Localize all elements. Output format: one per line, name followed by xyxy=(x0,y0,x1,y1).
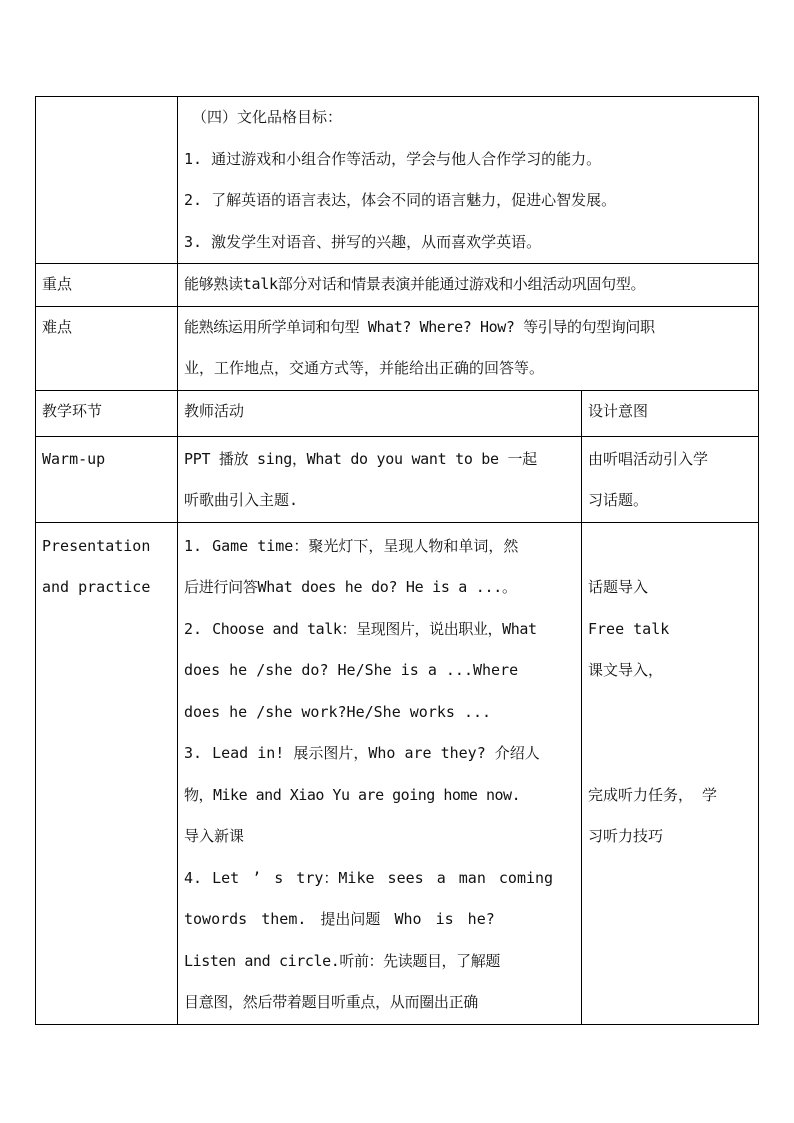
teacher-item-4-line-2: towords them. 提出问题 Who is he? xyxy=(184,910,495,928)
goals-row xyxy=(36,97,759,264)
teacher-item-3-num: 3. xyxy=(184,744,203,762)
teacher-item-4-line-4: 目意图，然后带着题目听重点，从而圈出正确 xyxy=(184,993,479,1011)
key-points-content: 能够熟读talk部分对话和情景表演并能通过游戏和小组活动巩固句型。 xyxy=(178,264,759,307)
difficulties-label: 难点 xyxy=(36,306,178,390)
teacher-item-2-num: 2. xyxy=(184,619,203,638)
difficulties-line-2: 业，工作地点，交通方式等，并能给出正确的回答等。 xyxy=(184,359,545,377)
header-teacher: 教师活动 xyxy=(178,390,582,436)
intent-line-listening-2: 习听力技巧 xyxy=(588,827,664,845)
difficulties-row xyxy=(36,306,759,390)
teacher-item-2-line-1: Choose and talk：呈现图片，说出职业，What xyxy=(212,619,537,638)
teacher-item-1-line-1: Game time：聚光灯下，呈现人物和单词，然 xyxy=(212,536,519,555)
difficulties-content xyxy=(178,306,759,390)
header-stage: 教学环节 xyxy=(36,390,178,436)
teacher-item-3-line-3: 导入新课 xyxy=(184,827,245,845)
teacher-item-2-line-2: does he /she do? He/She is a ...Where xyxy=(184,661,519,679)
teacher-item-3-line-2: 物，Mike and Xiao Yu are going home now. xyxy=(184,785,521,804)
warmup-intent-line-1: 由听唱活动引入学 xyxy=(588,449,709,468)
teacher-item-3 xyxy=(184,733,575,858)
goals-content-cell xyxy=(178,97,759,264)
warmup-intent-line-2: 习话题。 xyxy=(588,491,649,509)
teacher-item-2 xyxy=(184,609,575,734)
presentation-stage-line-2: and practice xyxy=(42,578,151,596)
intent-spacer-1 xyxy=(588,526,752,568)
intent-spacer-3 xyxy=(588,733,752,775)
presentation-teacher xyxy=(178,522,582,1024)
goals-item-3: 3. 激发学生对语音、拼写的兴趣，从而喜欢学英语。 xyxy=(184,232,542,251)
header-row xyxy=(36,390,759,436)
key-points-label: 重点 xyxy=(36,264,178,307)
presentation-row xyxy=(36,522,759,1024)
teacher-item-1-num: 1. xyxy=(184,536,203,555)
warmup-teacher-line-2: 听歌曲引入主题. xyxy=(184,491,299,509)
warmup-teacher xyxy=(178,436,582,522)
intent-line-listening-1: 完成听力任务， 学 xyxy=(588,785,718,804)
goals-label-cell xyxy=(36,97,178,264)
intent-line-text-intro: 课文导入， xyxy=(588,661,664,679)
goals-heading: （四）文化品格目标： xyxy=(192,108,343,126)
header-intent: 设计意图 xyxy=(582,390,759,436)
warmup-stage: Warm-up xyxy=(36,436,178,522)
lesson-plan-table xyxy=(35,96,759,1025)
intent-line-free-talk: Free talk xyxy=(588,619,670,638)
teacher-item-2-line-3: does he /she work?He/She works ... xyxy=(184,702,492,721)
intent-spacer-2 xyxy=(588,692,752,734)
goals-item-1: 1. 通过游戏和小组合作等活动，学会与他人合作学习的能力。 xyxy=(184,149,602,168)
goals-item-2: 2. 了解英语的语言表达，体会不同的语言魅力，促进心智发展。 xyxy=(184,191,617,209)
key-points-row xyxy=(36,264,759,307)
teacher-item-4-line-3: Listen and circle.听前：先读题目，了解题 xyxy=(184,951,500,970)
teacher-item-3-line-1: Lead in! 展示图片，Who are they? 介绍人 xyxy=(212,744,540,762)
presentation-stage-line-1: Presentation xyxy=(42,536,151,555)
teacher-item-1-line-2: 后进行问答What does he do? He is a ...。 xyxy=(184,578,517,596)
warmup-intent xyxy=(582,436,759,522)
warmup-teacher-line-1: PPT 播放 sing，What do you want to be 一起 xyxy=(184,449,537,468)
presentation-stage xyxy=(36,522,178,1024)
presentation-intent xyxy=(582,522,759,1024)
difficulties-line-1: 能熟练运用所学单词和句型 What? Where? How? 等引导的句型询问职 xyxy=(184,317,655,336)
teacher-item-1 xyxy=(184,526,575,609)
teacher-item-4 xyxy=(184,858,575,1024)
teacher-item-4-num: 4. xyxy=(184,868,203,887)
teacher-item-4-line-1: Let ’ s try：Mike sees a man coming xyxy=(212,868,554,887)
warmup-row xyxy=(36,436,759,522)
intent-line-topic: 话题导入 xyxy=(588,578,649,596)
